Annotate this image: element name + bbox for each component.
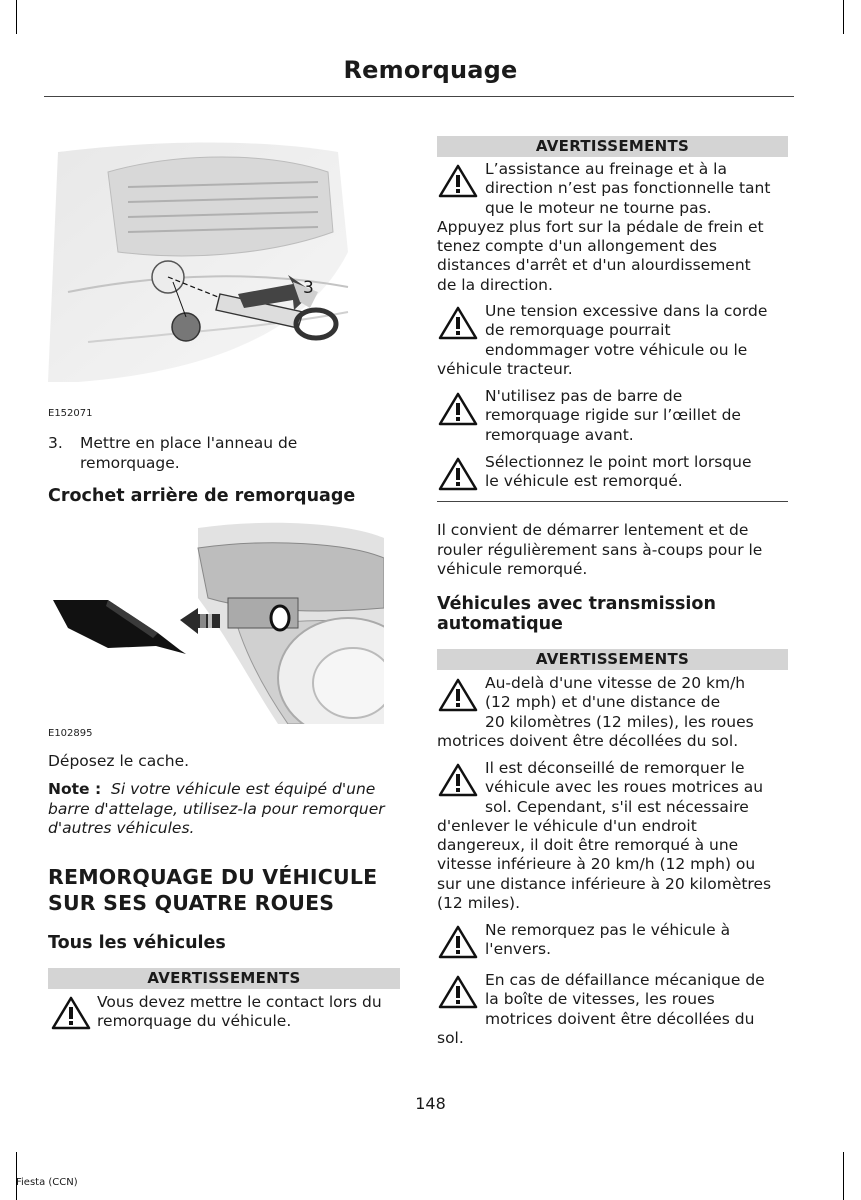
paragraph-line: Il convient de démarrer lentement et de: [437, 521, 749, 539]
warning-line: dangereux, il doit être remorqué à une: [437, 836, 739, 855]
remove-cover-text: Déposez le cache.: [48, 752, 190, 770]
warning-line: En cas de défaillance mécanique de: [485, 971, 765, 989]
warning-line: 20 kilomètres (12 miles), les roues: [485, 712, 754, 731]
paragraph-line: rouler régulièrement sans à-coups pour le: [437, 540, 763, 559]
warning-line: de remorquage pourrait: [485, 321, 671, 340]
note-paragraph: [48, 780, 408, 839]
title-divider: [44, 96, 794, 97]
warning-triangle-icon: [51, 996, 91, 1030]
figure-code: E102895: [48, 728, 93, 739]
warning-line: Au-delà d'une vitesse de 20 km/h: [485, 674, 746, 692]
warning-text: [437, 971, 792, 1048]
rear-tow-cover-illustration: [48, 518, 384, 724]
warning-line: (12 mph) et d'une distance de: [485, 693, 721, 712]
warning-line: de la direction.: [437, 275, 553, 294]
crop-mark: [843, 0, 844, 34]
warning-line: véhicule tracteur.: [437, 359, 573, 378]
warning-line: motrices doivent être décollées du sol.: [437, 731, 739, 750]
warning-text: [437, 674, 792, 751]
note-line: d'autres véhicules.: [48, 819, 195, 837]
warning-line: Une tension excessive dans la corde: [485, 302, 768, 320]
warning-line: Il est déconseillé de remorquer le: [485, 759, 745, 777]
warning-line: le véhicule est remorqué.: [485, 472, 683, 491]
warning-text: [437, 921, 792, 960]
warning-text: [437, 387, 792, 445]
page-number: 148: [415, 1094, 446, 1113]
section-title-line: SUR SES QUATRE ROUES: [48, 891, 335, 915]
crop-mark: [16, 1152, 17, 1200]
step-text-line: Mettre en place l'anneau de: [80, 434, 298, 452]
all-vehicles-heading: Tous les véhicules: [48, 933, 226, 953]
warning-line: Vous devez mettre le contact lors du: [97, 993, 382, 1011]
figure-callout-number: 3: [303, 278, 314, 298]
warning-line: tenez compte d'un allongement des: [437, 237, 717, 256]
warning-line: sol. Cependant, s'il est nécessaire: [485, 797, 749, 816]
automatic-transmission-heading: [437, 594, 716, 634]
warning-line: que le moteur ne tourne pas.: [485, 198, 712, 217]
warning-line: Appuyez plus fort sur la pédale de frein et: [437, 217, 764, 236]
model-footer: Fiesta (CCN): [16, 1177, 78, 1188]
section-title-line: REMORQUAGE DU VÉHICULE: [48, 865, 378, 889]
warning-line: véhicule avec les roues motrices au: [485, 778, 764, 797]
rear-tow-hook-heading: Crochet arrière de remorquage: [48, 486, 356, 506]
page-title: Remorquage: [343, 56, 518, 84]
warning-line: d'enlever le véhicule d'un endroit: [437, 816, 697, 835]
warning-line: sol.: [437, 1028, 464, 1047]
front-tow-eye-illustration: [48, 132, 378, 398]
warning-line: Sélectionnez le point mort lorsque: [485, 453, 752, 471]
step-text: [80, 434, 400, 473]
note-line: barre d'attelage, utilisez-la pour remorquer: [48, 799, 385, 818]
warnings-header: AVERTISSEMENTS: [437, 649, 788, 670]
section-title: [48, 864, 377, 916]
warning-text: [437, 302, 792, 379]
note-label: Note :: [48, 780, 102, 798]
warning-line: N'utilisez pas de barre de: [485, 387, 683, 405]
warning-text: [437, 453, 792, 492]
warning-text: [437, 759, 792, 913]
crop-mark: [16, 0, 17, 34]
warning-line: vitesse inférieure à 20 km/h (12 mph) ou: [437, 855, 756, 874]
warning-line: (12 miles).: [437, 894, 520, 913]
warning-line: distances d'arrêt et d'un alourdissement: [437, 256, 751, 275]
warning-text: [97, 993, 407, 1032]
warnings-header: AVERTISSEMENTS: [437, 136, 788, 157]
warning-line: remorquage rigide sur l’œillet de: [485, 406, 741, 425]
warning-line: Ne remorquez pas le véhicule à: [485, 921, 731, 939]
warnings-header: AVERTISSEMENTS: [48, 968, 400, 989]
warning-line: l'envers.: [485, 940, 552, 959]
warning-line: motrices doivent être décollées du: [485, 1009, 755, 1028]
warning-line: remorquage du véhicule.: [97, 1012, 292, 1031]
warning-line: endommager votre véhicule ou le: [485, 340, 748, 359]
warning-line: L’assistance au freinage et à la: [485, 160, 727, 178]
step-number: 3.: [48, 434, 63, 452]
warning-line: remorquage avant.: [485, 425, 634, 444]
heading-line: Véhicules avec transmission: [437, 594, 716, 614]
warning-line: sur une distance inférieure à 20 kilomètres: [437, 874, 772, 893]
warning-line: direction n’est pas fonctionnelle tant: [485, 179, 771, 198]
warning-line: la boîte de vitesses, les roues: [485, 990, 715, 1009]
step-text-line: remorquage.: [80, 453, 180, 472]
warning-text: [437, 160, 792, 295]
figure-code: E152071: [48, 408, 93, 419]
crop-mark: [843, 1152, 844, 1200]
heading-line: automatique: [437, 614, 563, 634]
towing-advice-paragraph: [437, 521, 797, 580]
warnings-end-rule: [437, 501, 788, 502]
note-line: Si votre véhicule est équipé d'une: [111, 780, 376, 798]
paragraph-line: véhicule remorqué.: [437, 560, 588, 578]
